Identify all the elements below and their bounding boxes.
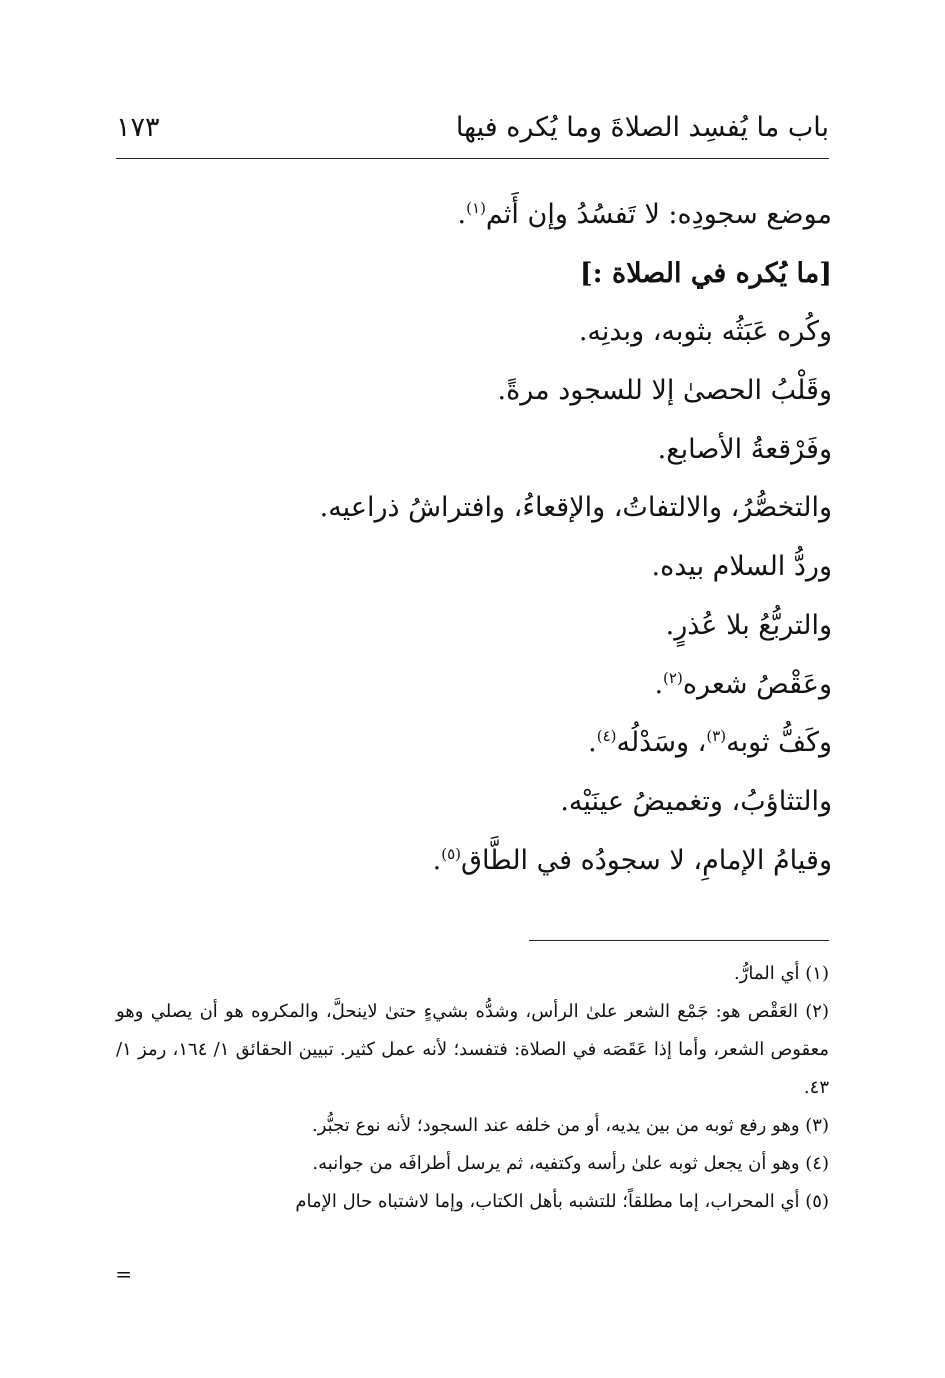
text-line: موضع سجودِه: لا تَفسُدُ وإن أَثم$^{(١)}$. [457, 199, 832, 230]
text-line: وقَلْبُ الحصىٰ إلا للسجود مرةً. [497, 375, 832, 407]
text-line: وعَقْصُ شعره$^{(٢)}$. [654, 668, 832, 700]
text-line: وفَرْقعةُ الأصابع. [657, 433, 832, 465]
text-line: والتثاؤبُ، وتغميضُ عينَيْه. [560, 785, 832, 817]
text-line: وردُّ السلام بيده. [651, 551, 832, 583]
text-line: وكُره عَبَثُه بثوبه، وبدنِه. [578, 316, 832, 348]
text-line: والتخصُّرُ، والالتفاتُ، والإقعاءُ، وافتراشُ ذراعيه. [319, 492, 832, 524]
footnote-3: (٣) وهو رفع ثوبه من بين يديه، أو من خلفه عند السجود؛ لأنه نوع تجبُّر. [312, 1115, 829, 1136]
footnote-ref: (٣) [706, 727, 727, 746]
main-text [116, 186, 832, 890]
footnote-ref: (٢) [663, 668, 683, 687]
footnote-ref: (٤) [596, 727, 617, 746]
continuation-mark: = [115, 1262, 132, 1286]
section-heading: [ما يُكره في الصلاة :] [579, 257, 832, 289]
text-line: وكَفُّ ثوبه$^{(٣)}$، وسَدْلُه$^{(٤)}$. [588, 727, 832, 759]
page-number: ١٧٣ [116, 112, 160, 143]
header-rule [116, 158, 829, 159]
footnote-4: (٤) وهو أن يجعل ثوبه علىٰ رأسه وكتفيه، ثم يرسل أطرافَه من جوانبه. [312, 1153, 829, 1174]
text-line: والتربُّعُ بلا عُذرٍ. [665, 609, 832, 641]
page-header [116, 112, 829, 156]
footnote-2: (٢) العَقْص هو: جَمْع الشعر علىٰ الرأس، وشدُّه بشيءٍ حتىٰ لاينحلَّ، والمكروه هو أن يصلي وهو معقوص الشعر، وأما إذا عَقَصَه في الصلاة: فتفسد؛ لأنه عمل كثير. تبيين الحقائق ١/ ١٦٤، رمز ١/ ٤٣. [116, 1001, 829, 1098]
running-title: باب ما يُفسِد الصلاةَ وما يُكره فيها [455, 112, 829, 143]
footnote-5: (٥) أي المحراب، إما مطلقاً؛ للتشبه بأهل الكتاب، وإما لاشتباه حال الإمام [295, 1191, 829, 1212]
footnotes [116, 955, 829, 1221]
footnote-separator [529, 940, 829, 941]
text-line: وقيامُ الإمامِ، لا سجودُه في الطَّاق$^{(٥)}$. [432, 844, 832, 876]
footnote-ref: (١) [466, 199, 486, 217]
footnote-ref: (٥) [441, 844, 461, 863]
footnote-1: (١) أي المارُّ. [733, 963, 829, 984]
